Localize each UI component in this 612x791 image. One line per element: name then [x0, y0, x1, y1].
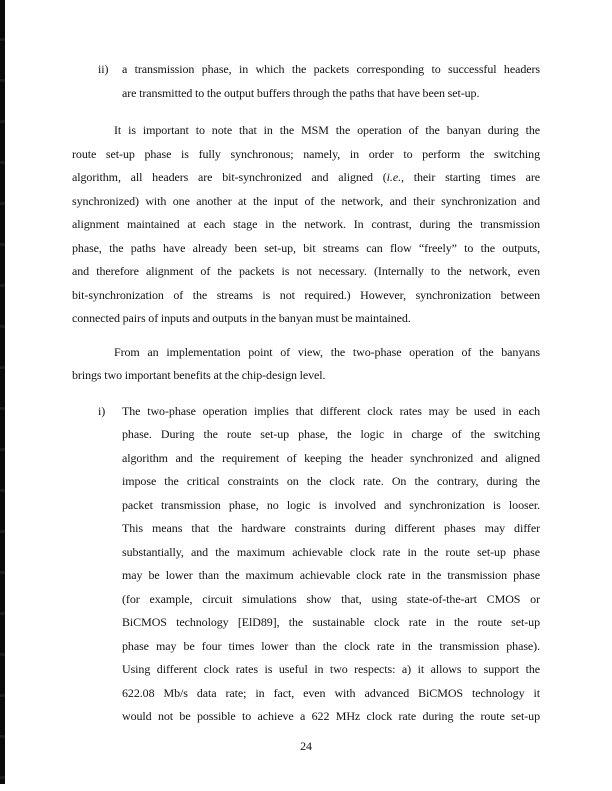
paragraph-implementation-benefits [72, 341, 540, 388]
text-line: Using different clock rates is useful in two respects: a) it allows to support the [122, 662, 540, 676]
text-line: From an implementation point of view, the two-phase operation of the banyans [114, 344, 540, 359]
paragraph-synchronous-operation [72, 119, 540, 331]
list-marker-ii: ii) [98, 62, 109, 76]
text-line: connected pairs of inputs and outputs in the banyan must be maintained. [72, 311, 411, 325]
text-line: phase, the paths have already been set-up, bit streams can flow “freely” to the outputs, [72, 240, 540, 255]
text-line: a transmission phase, in which the packets corresponding to successful headers [122, 62, 540, 76]
text-line: bit-synchronization of the streams is not required.) However, synchronization between [72, 287, 540, 302]
text-line: impose the critical constraints on the clock rate. On the contrary, during the [122, 474, 540, 488]
text-line: synchronized) with one another at the input of the network, and their synchronization and [72, 193, 540, 208]
text-line: 622.08 Mb/s data rate; in fact, even with advanced BiCMOS technology it [122, 685, 540, 700]
text-line: route set-up phase is fully synchronous; namely, in order to perform the switching [72, 146, 540, 161]
text-line [72, 166, 540, 190]
text-line: algorithm and the requirement of keeping the header synchronized and aligned [122, 450, 540, 465]
text-line: may be lower than the maximum achievable clock rate in the transmission phase [122, 568, 540, 582]
text-line: phase may be four times lower than the clock rate in the transmission phase). [122, 638, 540, 653]
text-segment: , their starting times are [401, 170, 540, 184]
text-line: phase. During the route set-up phase, the logic in charge of the switching [122, 427, 540, 441]
text-line: (for example, circuit simulations show that, using state-of-the-art CMOS or [122, 591, 540, 606]
text-line: alignment maintained at each stage in the network. In contrast, during the transmission [72, 217, 540, 231]
text-line: brings two important benefits at the chip-design level. [72, 368, 326, 382]
list-item-i [72, 400, 540, 729]
text-line: It is important to note that in the MSM the operation of the banyan during the [114, 123, 540, 137]
text-line: substantially, and the maximum achievable clock rate in the route set-up phase [122, 544, 540, 559]
text-line: This means that the hardware constraints during different phases may differ [122, 521, 540, 535]
list-marker-i: i) [98, 403, 106, 418]
text-line: and therefore alignment of the packets is not necessary. (Internally to the network, even [72, 264, 540, 278]
text-line: BiCMOS technology [ElD89], the sustainable clock rate in the route set-up [122, 615, 540, 629]
page-number: 24 [300, 738, 312, 753]
text-segment-italic: i.e. [386, 170, 402, 184]
text-line: are transmitted to the output buffers through the paths that have been set-up. [122, 85, 480, 100]
scan-edge-artifact [0, 0, 5, 784]
text-line: would not be possible to achieve a 622 MHz clock rate during the route set-up [122, 709, 540, 723]
text-segment: algorithm, all headers are bit-synchronized and aligned ( [72, 170, 387, 184]
text-line: packet transmission phase, no logic is involved and synchronization is looser. [122, 497, 540, 512]
list-item-ii [72, 58, 540, 105]
text-line: The two-phase operation implies that different clock rates may be used in each [122, 403, 540, 418]
